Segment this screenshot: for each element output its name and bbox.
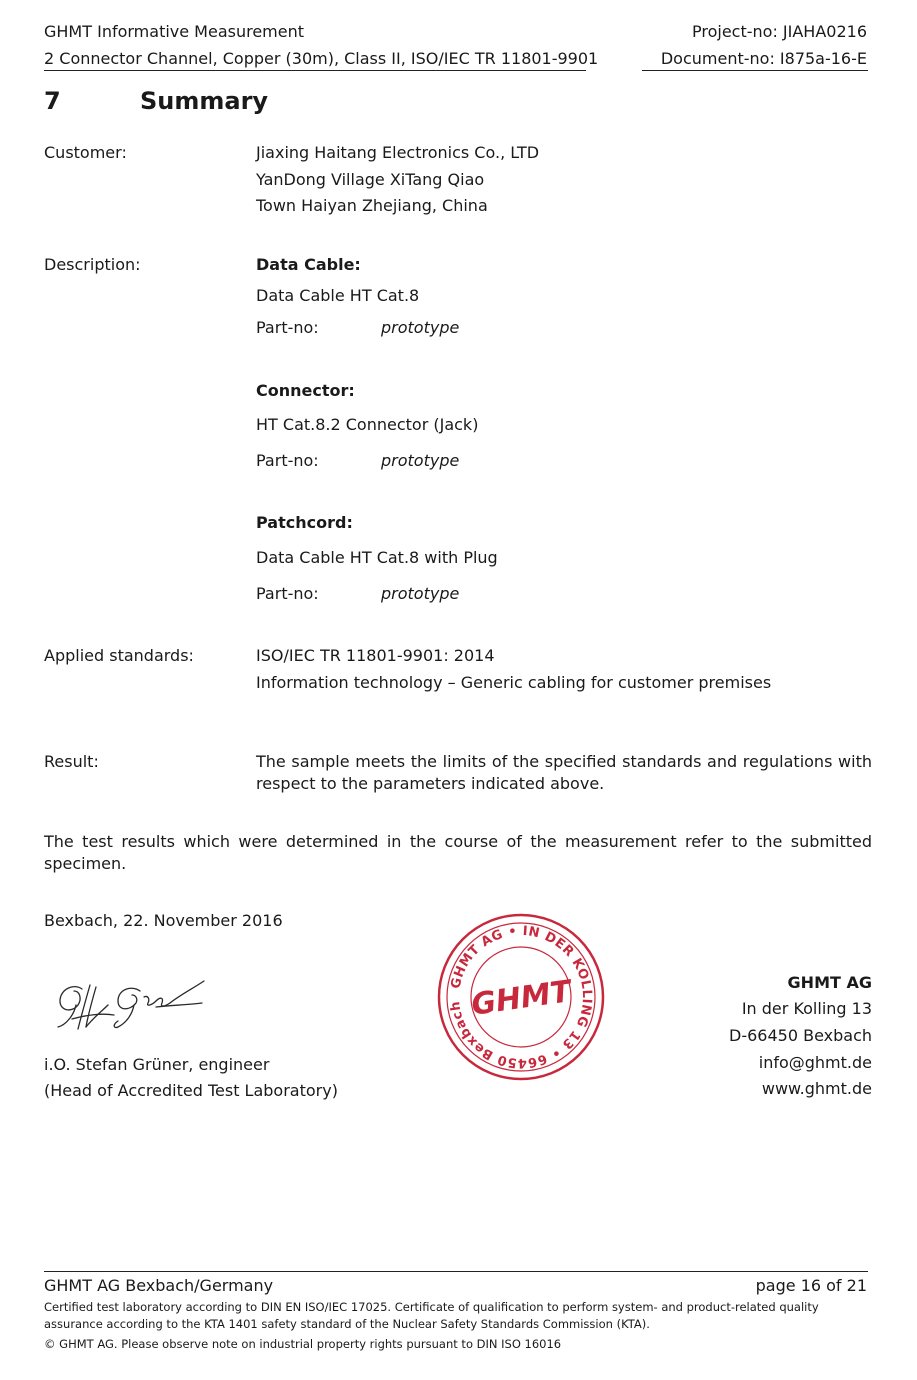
connector-part-label: Part-no: <box>256 451 319 470</box>
patchcord-part-label: Part-no: <box>256 584 319 603</box>
customer-line: Jiaxing Haitang Electronics Co., LTD <box>256 143 540 162</box>
header-rule-right <box>642 70 868 71</box>
company-website[interactable]: www.ghmt.de <box>761 1079 872 1098</box>
standards-description: Information technology – Generic cabling for customer premises <box>256 673 772 692</box>
connector-part-value: prototype <box>381 451 460 470</box>
signature <box>52 975 217 1037</box>
signatory-title: (Head of Accredited Test Laboratory) <box>44 1081 338 1100</box>
data-cable-name: Data Cable HT Cat.8 <box>256 286 420 305</box>
customer-label: Customer: <box>44 143 127 162</box>
company-stamp <box>436 912 606 1082</box>
signatory-name: i.O. Stefan Grüner, engineer <box>44 1055 270 1074</box>
result-label: Result: <box>44 752 99 771</box>
patchcord-part-value: prototype <box>381 584 460 603</box>
header-title: GHMT Informative Measurement <box>44 22 305 41</box>
standards-line: ISO/IEC TR 11801-9901: 2014 <box>256 646 495 665</box>
company-email[interactable]: info@ghmt.de <box>758 1053 872 1072</box>
result-text: The sample meets the limits of the specified standards and regulations with respect to the parameters indicated above. <box>256 752 872 793</box>
document-number: Document-no: I875a-16-E <box>660 49 867 68</box>
svg-text:GHMT AG • IN DER KOLLING 13 •: GHMT AG • IN DER KOLLING 13 • 66450 Bexbach <box>448 923 595 1071</box>
connector-heading: Connector: <box>256 381 355 400</box>
company-city: D-66450 Bexbach <box>729 1026 872 1045</box>
header-subtitle: 2 Connector Channel, Copper (30m), Class II, ISO/IEC TR 11801-9901 <box>44 49 599 68</box>
page-number: page 16 of 21 <box>755 1276 867 1295</box>
customer-line: YanDong Village XiTang Qiao <box>256 170 485 189</box>
copyright-note: © GHMT AG. Please observe note on industrial property rights pursuant to DIN ISO 16016 <box>44 1337 562 1351</box>
project-number: Project-no: JIAHA0216 <box>692 22 867 41</box>
header-rule-left <box>44 70 586 71</box>
certification-line: assurance according to the KTA 1401 safety standard of the Nuclear Safety Standards Commission (KTA). <box>44 1317 650 1331</box>
footer-company: GHMT AG Bexbach/Germany <box>44 1276 274 1295</box>
data-cable-part-value: prototype <box>381 318 460 337</box>
svg-text:GHMT: GHMT <box>469 974 574 1023</box>
section-number: 7 <box>44 87 61 115</box>
patchcord-heading: Patchcord: <box>256 513 353 532</box>
company-street: In der Kolling 13 <box>741 999 872 1018</box>
connector-name: HT Cat.8.2 Connector (Jack) <box>256 415 479 434</box>
patchcord-name: Data Cable HT Cat.8 with Plug <box>256 548 498 567</box>
footer-rule <box>44 1271 868 1272</box>
company-name: GHMT AG <box>787 973 872 992</box>
specimen-note: The test results which were determined in the course of the measurement refer to the submitted specimen. <box>44 832 872 873</box>
place-date: Bexbach, 22. November 2016 <box>44 911 283 930</box>
data-cable-part-label: Part-no: <box>256 318 319 337</box>
standards-label: Applied standards: <box>44 646 194 665</box>
data-cable-heading: Data Cable: <box>256 255 361 274</box>
description-label: Description: <box>44 255 141 274</box>
certification-line: Certified test laboratory according to DIN EN ISO/IEC 17025. Certificate of qualification to perform system- and product-related quality <box>44 1300 819 1314</box>
customer-line: Town Haiyan Zhejiang, China <box>256 196 488 215</box>
page-title: Summary <box>140 87 269 115</box>
